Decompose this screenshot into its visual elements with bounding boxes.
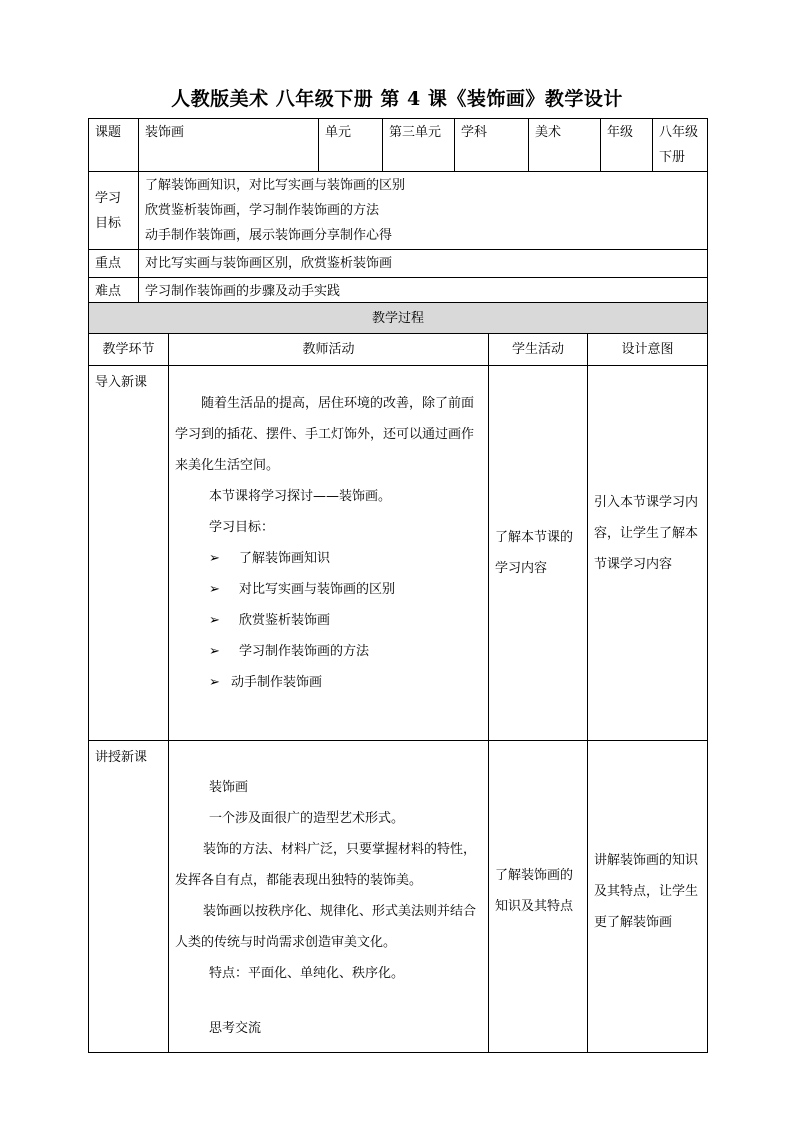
arrow-bullet-icon: ➢ [209, 675, 220, 690]
table-row [89, 366, 708, 741]
teacher-line: 装饰画以按秩序化、规律化、形式美法则并结合人类的传统与时尚需求创造审美文化。 [175, 904, 477, 950]
teacher-activity-cell [169, 366, 489, 741]
teaching-process-table [88, 302, 708, 1053]
objective-line: 欣赏鉴析装饰画，学习制作装饰画的方法 [145, 203, 380, 218]
goal-bullet-item: ➢ 对比写实画与装饰画的区别 [175, 574, 482, 605]
subject-label: 学科 [455, 119, 529, 172]
key-point-label: 重点 [89, 250, 139, 278]
objectives-label: 学习目标 [89, 172, 139, 250]
arrow-bullet-icon: ➢ [209, 613, 220, 628]
difficulty-label: 难点 [89, 278, 139, 306]
goal-label: 学习目标： [209, 520, 275, 535]
unit-value: 第三单元 [383, 119, 455, 172]
table-row [89, 741, 708, 1053]
goal-bullet-item: ➢ 动手制作装饰画 [175, 667, 482, 698]
teacher-line: 特点：平面化、单纯化、秩序化。 [209, 966, 405, 981]
process-header: 教学过程 [89, 303, 708, 334]
arrow-bullet-icon: ➢ [209, 644, 220, 659]
teacher-activity-cell [169, 741, 489, 1053]
objective-line: 了解装饰画知识，对比写实画与装饰画的区别 [145, 178, 406, 193]
discussion-label: 思考交流 [209, 1021, 262, 1036]
document-title: 人教版美术 八年级下册 第 4 课《装饰画》教学设计 [171, 88, 623, 110]
topic-label: 课题 [89, 119, 139, 172]
arrow-bullet-icon: ➢ [209, 551, 220, 566]
grade-label: 年级 [601, 119, 653, 172]
unit-label: 单元 [319, 119, 383, 172]
teacher-line: 装饰画 [209, 780, 249, 795]
teacher-paragraph: 随着生活品的提高，居住环境的改善，除了前面学习到的插花、摆件、手工灯饰外，还可以通过画作来美化生活空间。 [175, 396, 475, 473]
teacher-line: 一个涉及面很广的造型艺术形式。 [209, 811, 405, 826]
stage-cell: 讲授新课 [89, 741, 169, 1053]
difficulty-value: 学习制作装饰画的步骤及动手实践 [139, 278, 708, 306]
key-point-value: 对比写实画与装饰画区别，欣赏鉴析装饰画 [139, 250, 708, 278]
grade-value: 八年级下册 [653, 119, 708, 172]
col-header-student: 学生活动 [489, 334, 588, 366]
course-info-table [88, 118, 708, 306]
objectives-content [139, 172, 708, 250]
student-activity-cell: 了解本节课的学习内容 [489, 366, 588, 741]
goal-bullet-item: ➢ 欣赏鉴析装饰画 [175, 605, 482, 636]
col-header-intent: 设计意图 [588, 334, 708, 366]
arrow-bullet-icon: ➢ [209, 582, 220, 597]
goal-bullet-item: ➢ 了解装饰画知识 [175, 543, 482, 574]
design-intent-cell: 引入本节课学习内容，让学生了解本节课学习内容 [588, 366, 708, 741]
student-activity-cell: 了解装饰画的知识及其特点 [489, 741, 588, 1053]
teacher-intro: 本节课将学习探讨——装饰画。 [209, 489, 392, 504]
goal-bullet-item: ➢ 学习制作装饰画的方法 [175, 636, 482, 667]
objective-line: 动手制作装饰画，展示装饰画分享制作心得 [145, 228, 393, 243]
col-header-teacher: 教师活动 [169, 334, 489, 366]
col-header-stage: 教学环节 [89, 334, 169, 366]
stage-cell: 导入新课 [89, 366, 169, 741]
subject-value: 美术 [529, 119, 601, 172]
teacher-line: 装饰的方法、材料广泛，只要掌握材料的特性，发挥各自有点，都能表现出独特的装饰美。 [175, 842, 477, 888]
topic-value: 装饰画 [139, 119, 319, 172]
design-intent-cell: 讲解装饰画的知识及其特点，让学生更了解装饰画 [588, 741, 708, 1053]
